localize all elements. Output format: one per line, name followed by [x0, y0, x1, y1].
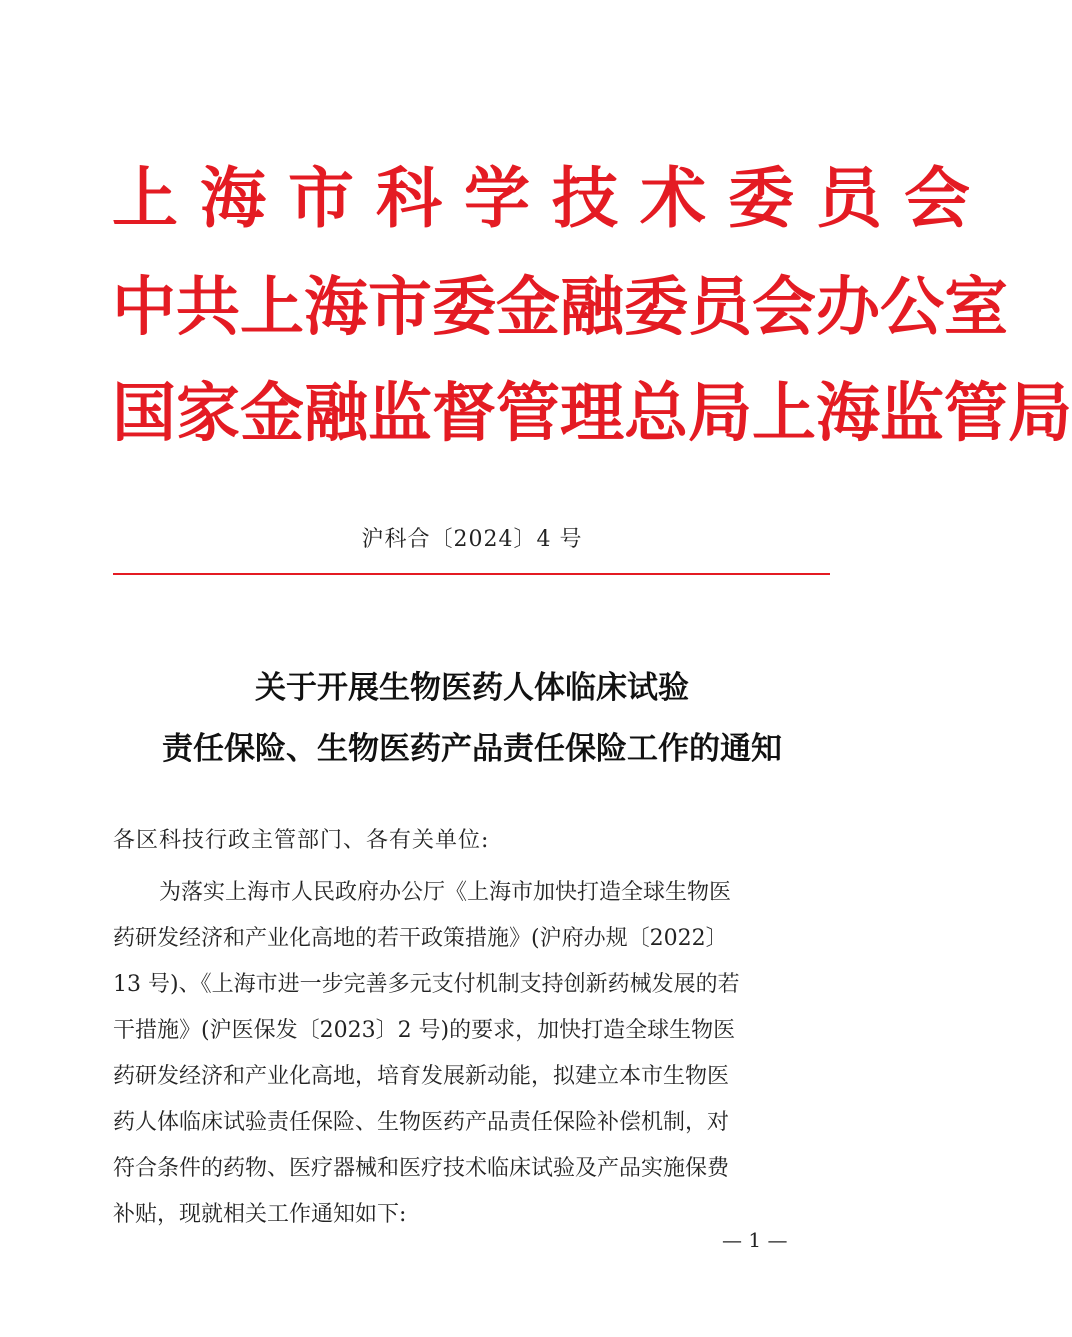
red-divider-line: [113, 573, 830, 575]
page-number: — 1 —: [722, 1228, 788, 1252]
document-number: 沪科合〔2024〕4 号: [361, 527, 583, 552]
body-line: 药人体临床试验责任保险、生物医药产品责任保险补偿机制，对: [113, 1110, 730, 1135]
body-line: 13 号)、《上海市进一步完善多元支付机制支持创新药械发展的若: [113, 972, 740, 997]
document-title-line-1: 关于开展生物医药人体临床试验: [255, 670, 689, 706]
body-line: 符合条件的药物、医疗器械和医疗技术临床试验及产品实施保费: [113, 1156, 730, 1181]
document-title-line-2: 责任保险、生物医药产品责任保险工作的通知: [162, 731, 782, 767]
issuing-agency-2: 中共上海市委金融委员会办公室: [112, 271, 1008, 345]
body-paragraph: [113, 870, 833, 1238]
issuing-agency-3: 国家金融监督管理总局上海监管局: [112, 377, 1072, 451]
body-line: 补贴，现就相关工作通知如下:: [113, 1202, 407, 1227]
body-line: 药研发经济和产业化高地，培育发展新动能，拟建立本市生物医: [113, 1064, 730, 1089]
salutation: 各区科技行政主管部门、各有关单位:: [113, 828, 490, 853]
body-line: 干措施》(沪医保发〔2023〕2 号)的要求，加快打造全球生物医: [113, 1018, 736, 1043]
body-line: 为落实上海市人民政府办公厅《上海市加快打造全球生物医: [159, 880, 732, 905]
issuing-agency-1: 上海市科学技术委员会: [112, 160, 992, 237]
body-line: 药研发经济和产业化高地的若干政策措施》(沪府办规〔2022〕: [113, 926, 728, 951]
